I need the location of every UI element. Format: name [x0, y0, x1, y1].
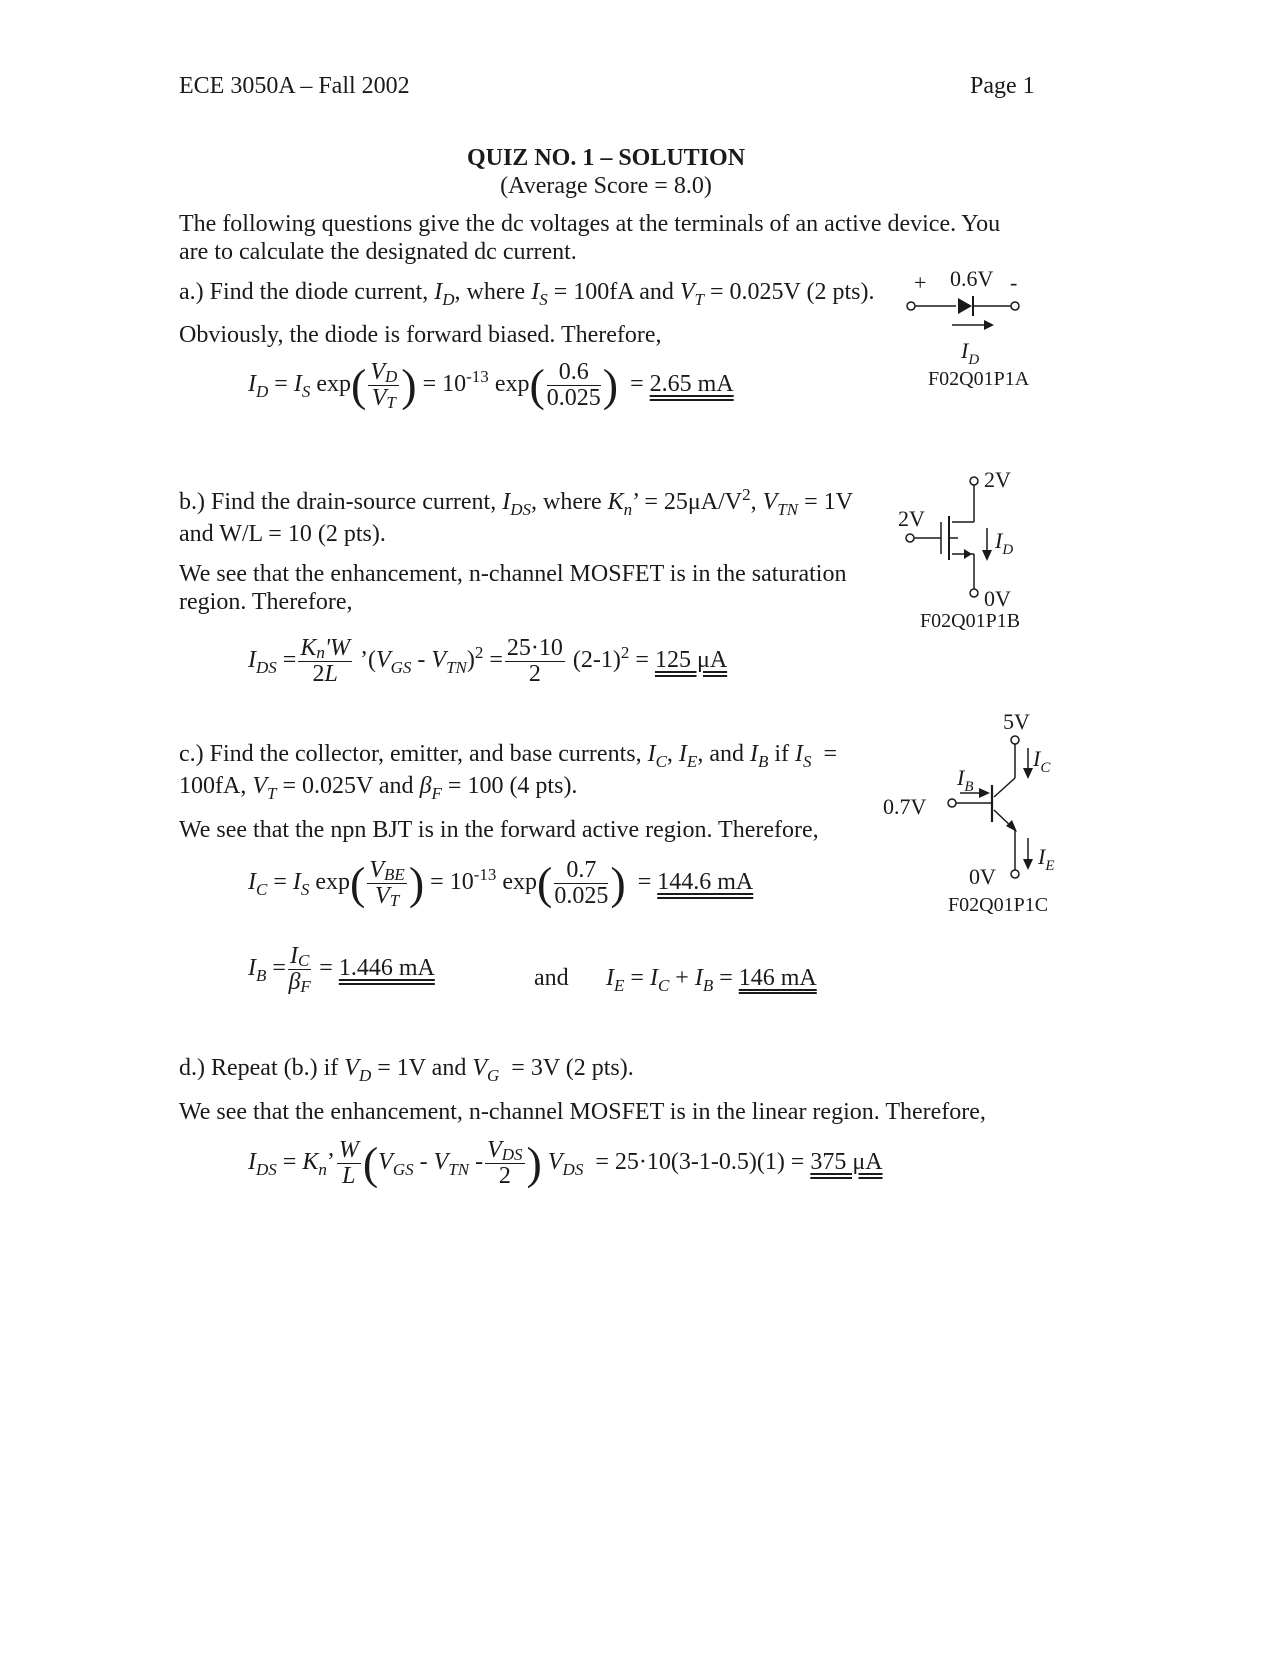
- part-c-equation-ic: $I_C = I_S$ exp( $\frac{\text{VBE}}{VT}$ ) = $10^{-13}$ exp( $\frac{0.7}{0.025}$ ) = 144.6 mA: [248, 857, 754, 911]
- part-c-equation-ie: $I_E = I_C + I_B = 146$ mA: [606, 965, 817, 995]
- mosfet-drain-voltage: 2V: [984, 467, 1011, 492]
- bjt-ib-label: $I_B$: [957, 765, 974, 795]
- part-a-equation: $I_D = I_S$ exp( $\frac{VD}{VT}$ ) = $10^{-13}$ exp( $\frac{0.6}{0.025}$ ) = 2.65 mA: [248, 359, 734, 413]
- part-d-answer-line: We see that the enhancement, n-channel MOSFET is in the linear region. Therefore,: [179, 1099, 986, 1125]
- intro-line-1: The following questions give the dc voltages at the terminals of an active device. You: [179, 211, 1001, 237]
- bjt-base-voltage: 0.7V: [883, 794, 927, 819]
- part-b-result: 125 μA: [654, 647, 728, 674]
- mosfet-gate-voltage: 2V: [898, 506, 925, 531]
- mosfet-current-label: $I_D$: [995, 528, 1014, 558]
- part-a-answer-line: Obviously, the diode is forward biased. Therefore,: [179, 322, 662, 348]
- part-b-answer-line-2: region. Therefore,: [179, 589, 353, 615]
- part-a-result: 2.65 mA: [649, 371, 734, 398]
- part-c-result-ib: 1.446 mA: [338, 955, 435, 982]
- figure-a-id: F02Q01P1A: [928, 368, 1030, 390]
- diode-minus: -: [1010, 270, 1018, 295]
- intro-line-2: are to calculate the designated dc current.: [179, 239, 577, 265]
- diode-voltage: 0.6V: [950, 266, 994, 291]
- part-c-result-ic: 144.6 mA: [657, 869, 754, 896]
- part-d-question: d.) Repeat (b.) if $V_D = 1V$ and $V_G = 3V$ (2 pts).: [179, 1055, 634, 1085]
- page-number: Page 1: [970, 73, 1035, 99]
- part-d-result: 375 μA: [810, 1149, 883, 1176]
- diode-plus: +: [914, 270, 927, 295]
- part-c-result-ie: 146 mA: [738, 965, 817, 991]
- part-b-question: b.) Find the drain-source current, $I_{DS}$, where $K_n$’ = $25\mu A/V^2$, $V_{TN} = 1V$: [179, 485, 853, 519]
- figure-c-id: F02Q01P1C: [948, 894, 1049, 916]
- part-b-answer-line-1: We see that the enhancement, n-channel MOSFET is in the saturation: [179, 561, 847, 587]
- part-c-and: and: [534, 965, 569, 991]
- part-d-equation: $I_{DS} = K_n$’ $\frac{W}{L}$ ($V_{GS} - V_{TN}$ - $\frac{\text{VDS}}{2}$ ) $V_{DS} = 25\cdot 10(3-1-0.5)(1) = 375$ μA: [248, 1137, 883, 1190]
- part-b-question-line-2: and W/L = 10 (2 pts).: [179, 521, 386, 547]
- part-c-equation-ib: $I_B$ = $\frac{IC}{\beta F}$ = 1.446 mA: [248, 943, 435, 997]
- mosfet-source-voltage: 0V: [984, 586, 1011, 611]
- part-c-question: c.) Find the collector, emitter, and base currents, $I_C$, $I_E$, and $I_B$ if $I_S$ =: [179, 741, 838, 771]
- bjt-emitter-voltage: 0V: [969, 864, 996, 889]
- average-score: (Average Score = 8.0): [500, 173, 712, 199]
- part-c-question-line-2: 100fA, $V_T = 0.025V$ and $\beta_F = 100$ (4 pts).: [179, 773, 578, 803]
- part-a-question: a.) Find the diode current, $I_D$, where $I_S = 100fA$ and $V_T = 0.025V$ (2 pts).: [179, 279, 875, 309]
- bjt-ic-label: $I_C$: [1033, 746, 1051, 776]
- figure-b-id: F02Q01P1B: [920, 610, 1021, 632]
- bjt-ie-label: $I_E$: [1038, 844, 1055, 874]
- bjt-symbol: [0, 0, 1, 1]
- part-c-answer-line: We see that the npn BJT is in the forward active region. Therefore,: [179, 817, 819, 843]
- diode-current-label: $I_D$: [961, 338, 980, 368]
- part-b-equation: $I_{DS}$ = $\frac{Kn'W}{2L}$ $’(V_{GS} - V_{TN})^2$ = $\frac{25\cdot 10}{2}$ $(2-1)^2 = 125$ μA: [248, 635, 728, 688]
- course-header: ECE 3050A – Fall 2002: [179, 73, 410, 99]
- quiz-title: QUIZ NO. 1 – SOLUTION: [466, 145, 746, 171]
- bjt-collector-voltage: 5V: [1003, 709, 1030, 734]
